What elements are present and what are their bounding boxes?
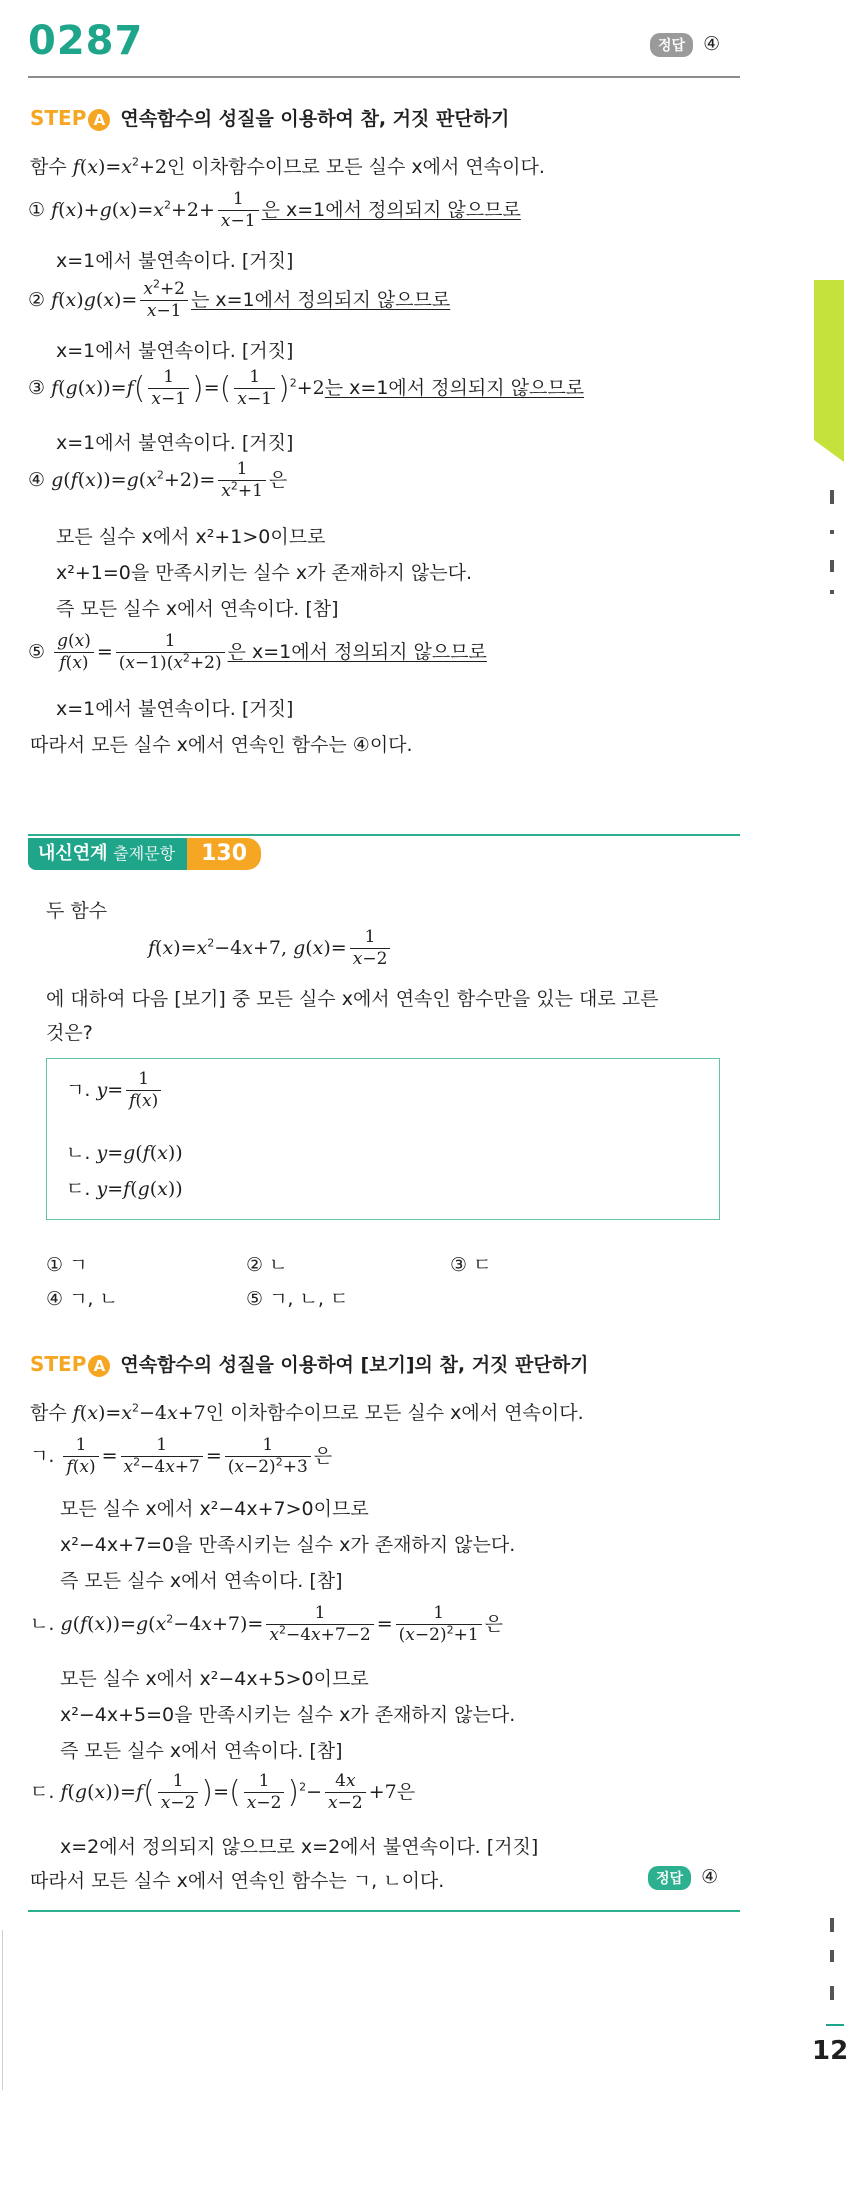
bogi-item-2: ㄴ. y=g(f(x)): [66, 1142, 183, 1164]
step2-d-result: x=2에서 정의되지 않으므로 x=2에서 불연속이다. [거짓]: [60, 1836, 539, 1858]
step2-n-line1: 모든 실수 x에서 x²−4x+5>0이므로: [60, 1668, 369, 1690]
related-question-line2: 것은?: [46, 1022, 93, 1044]
chapter-tab[interactable]: [814, 280, 844, 440]
step1-item3-result: x=1에서 불연속이다. [거짓]: [56, 432, 294, 454]
bogi-item-1: ㄱ. y= $\frac{1}{f(x)}$: [66, 1070, 164, 1111]
step2-item-g: ㄱ. $\frac{1}{f(x)}$ = $\frac{1}{x^2-4x+7}$ = $\frac{1}{(x-2)^2+3}$ 은: [30, 1435, 333, 1477]
related-question-line1: 에 대하여 다음 [보기] 중 모든 실수 x에서 연속인 함수만을 있는 대로 고른: [46, 988, 659, 1010]
step2-heading: [30, 1350, 588, 1377]
margin-mark: [830, 590, 834, 594]
margin-mark: [830, 1986, 834, 2000]
step1-item5-result: x=1에서 불연속이다. [거짓]: [56, 698, 294, 720]
choice-1[interactable]: ① ㄱ: [46, 1254, 88, 1276]
step1-item2-result: x=1에서 불연속이다. [거짓]: [56, 340, 294, 362]
step2-n-line2: x²−4x+5=0을 만족시키는 실수 x가 존재하지 않는다.: [60, 1704, 516, 1726]
step2-item-d: ㄷ. f(g(x))=f( $\frac{1}{x-2}$ )=( $\frac{1}{x-2}$ )$^2$− $\frac{4x}{x-2}$ +7은: [30, 1771, 416, 1813]
step-title: 연속함수의 성질을 이용하여 참, 거짓 판단하기: [120, 108, 510, 130]
step-badge: A: [88, 1355, 110, 1377]
step1-item3: ③ f(g(x))=f( $\frac{1}{x-1}$ )=( $\frac{1}{x-1}$ )$^2$+2는 x=1에서 정의되지 않으므로: [28, 367, 585, 409]
step1-conclusion: 따라서 모든 실수 x에서 연속인 함수는 ④이다.: [30, 734, 413, 756]
bogi-item-3: ㄷ. y=f(g(x)): [66, 1178, 183, 1200]
step-badge: A: [88, 109, 110, 131]
related-number: 130: [187, 838, 261, 870]
step2-conclusion: 따라서 모든 실수 x에서 연속인 함수는 ㄱ, ㄴ이다.: [30, 1870, 445, 1892]
answer-pill: 정답: [648, 1866, 691, 1890]
choice-2[interactable]: ② ㄴ: [246, 1254, 288, 1276]
step-title: 연속함수의 성질을 이용하여 [보기]의 참, 거짓 판단하기: [120, 1354, 589, 1376]
step1-item4-line1: 모든 실수 x에서 x²+1>0이므로: [56, 526, 326, 548]
answer-value: ④: [703, 33, 721, 55]
related-tag: [28, 838, 261, 872]
answer-value: ④: [701, 1866, 719, 1888]
step1-heading: [30, 104, 509, 131]
related-functions: $f(x)=x^2-4x+7$, g(x)= $\frac{1}{x-2}$: [148, 928, 393, 969]
margin-mark: [830, 1950, 834, 1962]
step-label: STEP: [30, 1352, 87, 1376]
header-divider: [28, 76, 740, 78]
answer-pill: 정답: [650, 33, 693, 57]
choice-5[interactable]: ⑤ ㄱ, ㄴ, ㄷ: [246, 1288, 349, 1310]
step2-g-line2: x²−4x+7=0을 만족시키는 실수 x가 존재하지 않는다.: [60, 1534, 516, 1556]
margin-mark: [830, 560, 834, 572]
step1-item4: ④ $g(f(x))=g(x^2+2)=$ $\frac{1}{x^2+1}$ 은: [28, 459, 288, 501]
step2-n-line3: 즉 모든 실수 x에서 연속이다. [참]: [60, 1740, 343, 1762]
step2-g-line1: 모든 실수 x에서 x²−4x+7>0이므로: [60, 1498, 369, 1520]
step1-item5: ⑤ $\frac{g(x)}{f(x)}$ = $\frac{1}{(x-1)(x^2+2)}$ 은 x=1에서 정의되지 않으므로: [28, 631, 487, 673]
step2-intro: 함수 $f(x)=x^2-4x+7$인 이차함수이므로 모든 실수 x에서 연속이다.: [30, 1401, 584, 1424]
bottom-divider: [28, 1910, 740, 1912]
problem-number: 0287: [28, 18, 144, 64]
step1-item4-line2: x²+1=0을 만족시키는 실수 x가 존재하지 않는다.: [56, 562, 473, 584]
step1-item1-result: x=1에서 불연속이다. [거짓]: [56, 250, 294, 272]
related-divider: [28, 834, 740, 836]
margin-mark: [830, 490, 834, 504]
related-tag-bold: 내신연계: [38, 843, 108, 864]
choice-3[interactable]: ③ ㄷ: [450, 1254, 492, 1276]
step1-intro: 함수 $f(x)=x^2+2$인 이차함수이므로 모든 실수 x에서 연속이다.: [30, 155, 545, 178]
step1-item4-line3: 즉 모든 실수 x에서 연속이다. [참]: [56, 598, 339, 620]
step2-g-line3: 즉 모든 실수 x에서 연속이다. [참]: [60, 1570, 343, 1592]
answer-indicator: [650, 33, 720, 57]
related-intro: 두 함수: [46, 900, 108, 922]
binding-edge: [2, 1930, 3, 2090]
margin-mark: [830, 1918, 834, 1932]
step1-item2: ② f(x)g(x)= $\frac{x^2+2}{x-1}$ 는 x=1에서 정의되지 않으므로: [28, 277, 451, 321]
related-tag-light: 출제문항: [113, 844, 176, 863]
step1-item1: ① $f(x)+g(x)=x^2+2+$ $\frac{1}{x-1}$ 은 x=1에서 정의되지 않으므로: [28, 189, 521, 231]
page-number-rule: [826, 2024, 844, 2026]
margin-mark: [830, 530, 834, 534]
step2-item-n: ㄴ. $g(f(x))=g(x^2-4x+7)=$ $\frac{1}{x^2-4x+7-2}$ = $\frac{1}{(x-2)^2+1}$ 은: [30, 1603, 504, 1645]
step-label: STEP: [30, 106, 87, 130]
page-number: 12: [812, 2036, 848, 2066]
step2-answer: [648, 1866, 718, 1890]
choice-4[interactable]: ④ ㄱ, ㄴ: [46, 1288, 118, 1310]
